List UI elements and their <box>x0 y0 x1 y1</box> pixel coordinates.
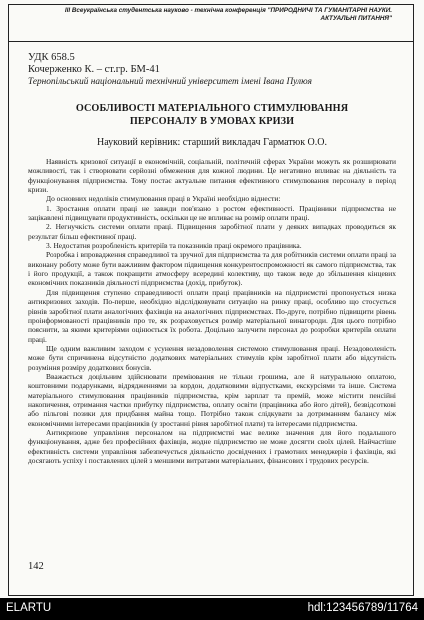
article-title <box>28 102 396 128</box>
paragraph: Наявність кризової ситуації в економічній, соціальній, політичній сферах України можуть як розширювати можливості, так і створювати серйозні обмеження для кожної людини. Це негативно впливає на діяльність та функціонування підприємства. Тому постає актуальне питання ефективного стимулювання персоналу в період кризи. <box>28 157 396 195</box>
paragraph: 3. Недостатня розробленість критеріїв та показників праці окремого працівника. <box>46 241 302 251</box>
conference-header-line2: АКТУАЛЬНІ ПИТАННЯ" <box>320 15 392 22</box>
page-number: 142 <box>28 561 44 572</box>
supervisor-line: Науковий керівник: старший викладач Гарматюк О.О. <box>96 137 327 148</box>
conference-header-line1: III Всеукраїнська студентська науково - технічна конференція "ПРИРОДНИЧІ ТА ГУМАНІТАРНІ НАУКИ. <box>64 7 392 14</box>
udk-code: УДК 658.5 <box>28 52 75 63</box>
paragraph: Для підвищення ступеню справедливості оплати праці працівників на підприємстві пропонується низка антикризових заходів. По-перше, необхідно відслідковувати ситуацію на ринку праці, особливо що стосується рівнів заробітної плати аналогічних фахівців на аналогічних підприємствах. По-друге, потрібно підвищити рівень проінформованості працівників про те, як розраховується розмір матеріальної винагороди. Для цього потрібно пояснити, за якими критеріями оцінюється їх робота. Доцільно залучити персонал до розробки критеріїв оплати праці. <box>28 287 396 344</box>
affiliation-line: Тернопільський національний технічний університет імені Івана Пулюя <box>28 77 312 87</box>
repository-name: ELARTU <box>6 602 52 614</box>
paragraph: Антикризове управління персоналом на підприємстві має велике значення для його подальшого функціонування, адже без професійних фахівців, жодне підприємство не може досягти своїх цілей. Найчастіше ефективність системи управління забезпечується діяльністю досвідчених і грамотних менеджерів і фахівців, які досягають успіху і поставлених цілей з меншими витратами матеріальних, фінансових і трудових ресурсів. <box>28 427 396 465</box>
paragraph: 1. Зростання оплати праці не завжди пов'язано з ростом ефективності. Працівники підприємства не зацікавлені підвищувати продуктивність, оскільки це не впливає на розмір оплати праці. <box>28 203 396 223</box>
paragraph: Розробка і впровадження справедливої та зручної для підприємства та для робітників системи оплати праці за виконану роботу може бути важливим фактором підвищення конкурентоспроможності як самого підприємства, так і його продукції, а також покращити атмосферу всередині колективу, що також веде до збільшення кінцевих економічних показників діяльності підприємства (дохід, прибуток). <box>28 250 396 288</box>
paragraph: Вважається доцільним здійснювати преміювання не тільки грошима, але й натуральною оплатою, коштовними подарунками, відрядженнями за кордон, додатковими відпустками, екскурсіями та інше. Система матеріального стимулювання працівників підприємства, крім зарплат та премій, може містити пенсійні накопичення, отримання частки прибутку підприємства, оплату освіти (працівника або його дітей), безвідсоткові або пільгові позики для придбання майна тощо. Потрібно також слідкувати за дотриманням балансу між економічними інтересами працівників (у зростанні рівня заробітної плати) та інтересами підприємства. <box>28 371 396 428</box>
article-content <box>28 52 396 465</box>
author-line: Кочерженко К. – ст.гр. БМ-41 <box>28 64 160 75</box>
paragraph: 2. Негнучкість системи оплати праці. Підвищення заробітної плати у деяких випадках проводиться як результат більш ефективної праці. <box>28 222 396 241</box>
handle-identifier: hdl:123456789/11764 <box>307 602 418 614</box>
repository-footer-bar <box>0 598 424 620</box>
article-body <box>28 157 396 465</box>
paragraph: Ще одним важливим заходом є усунення незадоволення системою стимулювання праці. Незадоволеність може бути спричинена відсутністю додаткових матеріальних стимулів крім заробітної плати або відсутність розуміння розміру додаткових бонусів. <box>28 343 396 372</box>
paragraph: До основних недоліків стимулювання праці в Україні необхідно віднести: <box>46 194 281 204</box>
article-title-line1: ОСОБЛИВОСТІ МАТЕРІАЛЬНОГО СТИМУЛЮВАННЯ <box>75 103 349 114</box>
article-title-line2: ПЕРСОНАЛУ В УМОВАХ КРИЗИ <box>129 116 295 127</box>
conference-header <box>8 4 414 42</box>
